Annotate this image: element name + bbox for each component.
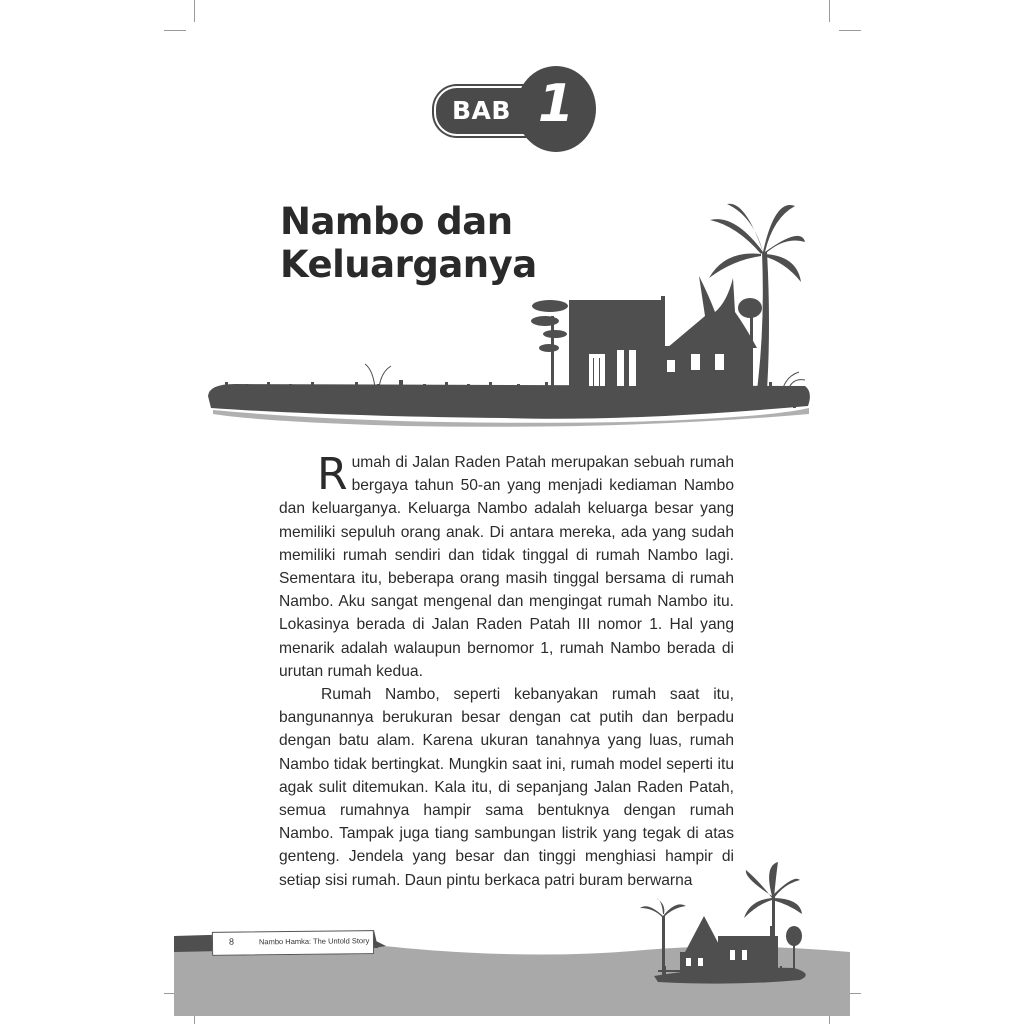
crop-mark <box>839 30 861 31</box>
chapter-badge <box>434 66 596 154</box>
chapter-label: BAB <box>452 96 511 125</box>
house-illustration <box>205 196 815 428</box>
page-number: 8 <box>228 936 235 947</box>
paragraph-1-text: umah di Jalan Raden Patah merupakan sebuah rumah bergaya tahun 50-an yang menjadi kediaman Nambo dan keluarganya. Keluarga Nambo adalah keluarga besar yang memiliki sepuluh orang anak. Di antara mereka, ada yang sudah memiliki rumah sendiri dan tidak tinggal di rumah Nambo lagi. Sementara itu, beberapa orang masih tinggal bersama di rumah Nambo. Aku sangat mengenal dan mengingat rumah Nambo itu. Lokasinya berada di Jalan Raden Patah III nomor 1. Hal yang menarik adalah walaupun bernomor 1, rumah Nambo berada di urutan rumah kedua. <box>279 454 734 680</box>
crop-mark <box>194 0 195 22</box>
paragraph-1 <box>279 451 734 683</box>
chapter-body <box>279 451 734 892</box>
chapter-number-circle <box>516 66 596 152</box>
crop-mark <box>164 30 186 31</box>
footer-label <box>212 930 374 956</box>
crop-mark <box>829 0 830 22</box>
book-title: Nambo Hamka: The Untold Story <box>258 936 370 947</box>
chapter-number: 1 <box>537 74 575 134</box>
drop-cap: R <box>317 449 348 500</box>
chapter-title: Nambo dan Keluarganya <box>280 200 537 286</box>
paragraph-2: Rumah Nambo, seperti kebanyakan rumah saat itu, bangunannya berukuran besar dengan cat putih dan berpadu dengan batu alam. Karena ukuran tanahnya yang luas, rumah Nambo tidak bertingkat. Mungkin saat ini, rumah model seperti itu agak sulit ditemukan. Kala itu, di sepanjang Jalan Raden Patah, semua rumahnya hampir sama bentuknya dengan rumah Nambo. Tampak juga tiang sambungan listrik yang tegak di atas genteng. Jendela yang besar dan tinggi menghiasi hampir di setiap sisi rumah. Daun pintu berkaca patri buram berwarna <box>279 686 734 889</box>
